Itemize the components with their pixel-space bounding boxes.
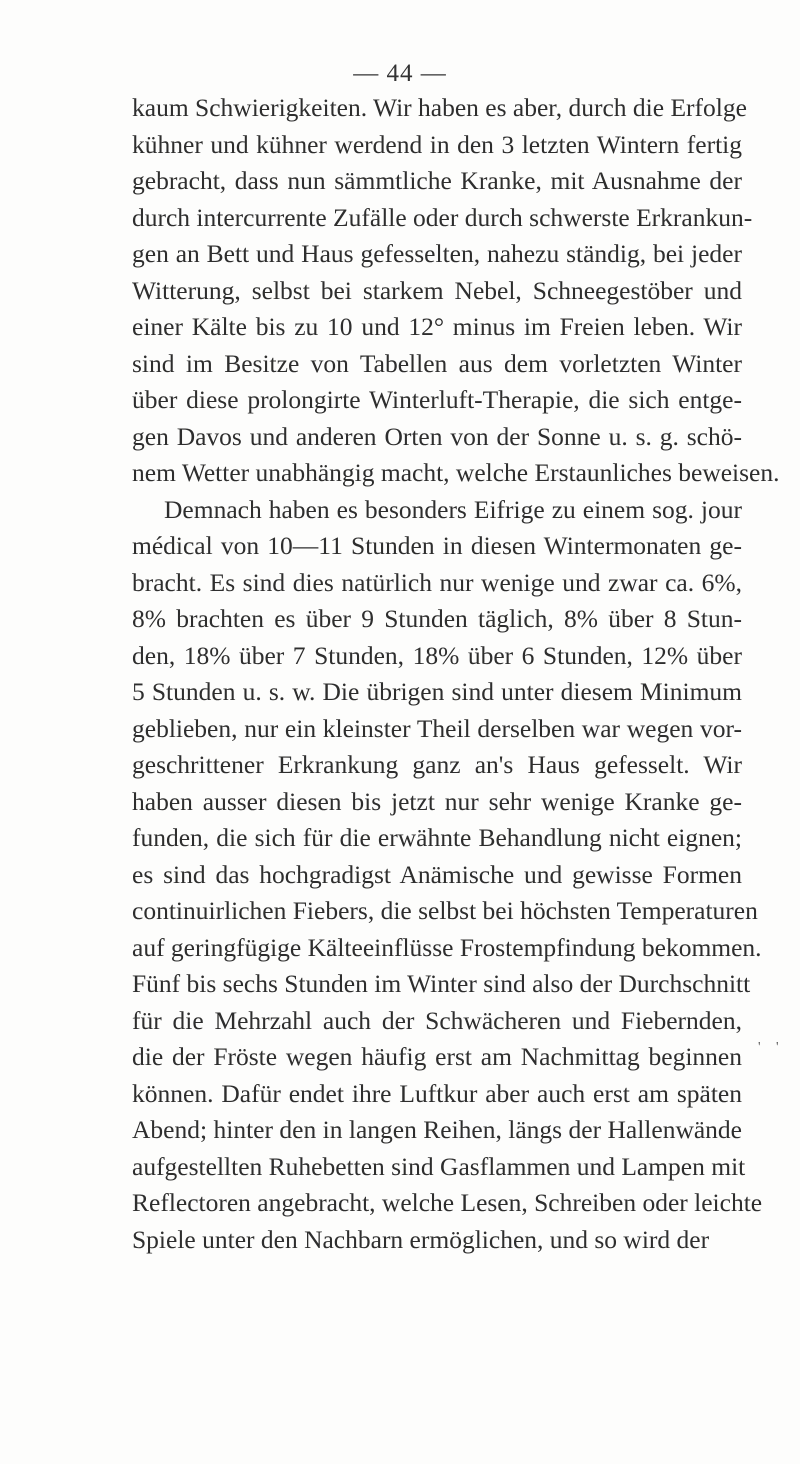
- text-line: kühner und kühner werdend in den 3 letzten Wintern fertig: [132, 129, 742, 159]
- text-line: gebracht, dass nun sämmtliche Kranke, mit Ausnahme der: [132, 166, 742, 195]
- text-line: es sind das hochgradigst Anämische und gewisse Formen: [132, 859, 742, 889]
- text-line: den, 18% über 7 Stunden, 18% über 6 Stunden, 12% über: [132, 640, 742, 670]
- text-line: nem Wetter unabhängig macht, welche Erstaunliches beweisen.: [132, 458, 780, 487]
- text-line: Abend; hinter den in langen Reihen, längs der Hallenwände: [132, 1115, 742, 1144]
- text-line: über diese prolongirte Winterluft-Therapie, die sich entge-: [132, 385, 742, 414]
- text-line: Spiele unter den Nachbarn ermöglichen, und so wird der: [132, 1224, 710, 1254]
- text-line: geblieben, nur ein kleinster Theil derselben war wegen vor-: [132, 713, 742, 743]
- text-line: 5 Stunden u. s. w. Die übrigen sind unter diesem Minimum: [132, 677, 742, 706]
- text-line: aufgestellten Ruhebetten sind Gasflammen und Lampen mit: [132, 1151, 746, 1181]
- text-line: können. Dafür endet ihre Luftkur aber auch erst am späten: [132, 1078, 742, 1108]
- text-line: geschrittener Erkrankung ganz an's Haus gefesselt. Wir: [132, 750, 742, 779]
- text-line: haben ausser diesen bis jetzt nur sehr wenige Kranke ge-: [132, 786, 742, 816]
- text-line: einer Kälte bis zu 10 und 12° minus im Freien leben. Wir: [132, 312, 742, 341]
- text-line: kaum Schwierigkeiten. Wir haben es aber, durch die Erfolge: [132, 93, 747, 122]
- body-text: [132, 90, 780, 1258]
- text-line: die der Fröste wegen häufig erst am Nachmittag beginnen: [132, 1042, 742, 1071]
- text-line: gen Davos und anderen Orten von der Sonne u. s. g. schö-: [132, 421, 742, 451]
- page-number: — 44 —: [353, 60, 447, 87]
- text-line: 8% brachten es über 9 Stunden täglich, 8% über 8 Stun-: [132, 604, 742, 633]
- text-line: sind im Besitze von Tabellen aus dem vorletzten Winter: [132, 348, 742, 378]
- text-line: durch intercurrente Zufälle oder durch schwerste Erkrankun-: [132, 202, 753, 232]
- text-line: Witterung, selbst bei starkem Nebel, Schneegestöber und: [132, 275, 742, 305]
- text-line: Fünf bis sechs Stunden im Winter sind also der Durchschnitt: [132, 969, 751, 998]
- margin-mark: ' ': [758, 1040, 785, 1055]
- text-line: gen an Bett und Haus gefesselten, nahezu ständig, bei jeder: [132, 239, 742, 268]
- text-line: Reflectoren angebracht, welche Lesen, Schreiben oder leichte: [132, 1188, 763, 1217]
- text-line: bracht. Es sind dies natürlich nur wenige und zwar ca. 6%,: [132, 567, 742, 597]
- text-line: continuirlichen Fiebers, die selbst bei höchsten Temperaturen: [132, 896, 758, 925]
- text-line: auf geringfügige Kälteeinflüsse Frostempfindung bekommen.: [132, 932, 762, 962]
- text-line: Demnach haben es besonders Eifrige zu einem sog. jour: [164, 494, 742, 524]
- text-line: médical von 10—11 Stunden in diesen Wintermonaten ge-: [132, 531, 742, 560]
- text-line: funden, die sich für die erwähnte Behandlung nicht eignen;: [132, 823, 742, 852]
- text-line: für die Mehrzahl auch der Schwächeren und Fiebernden,: [132, 1005, 742, 1035]
